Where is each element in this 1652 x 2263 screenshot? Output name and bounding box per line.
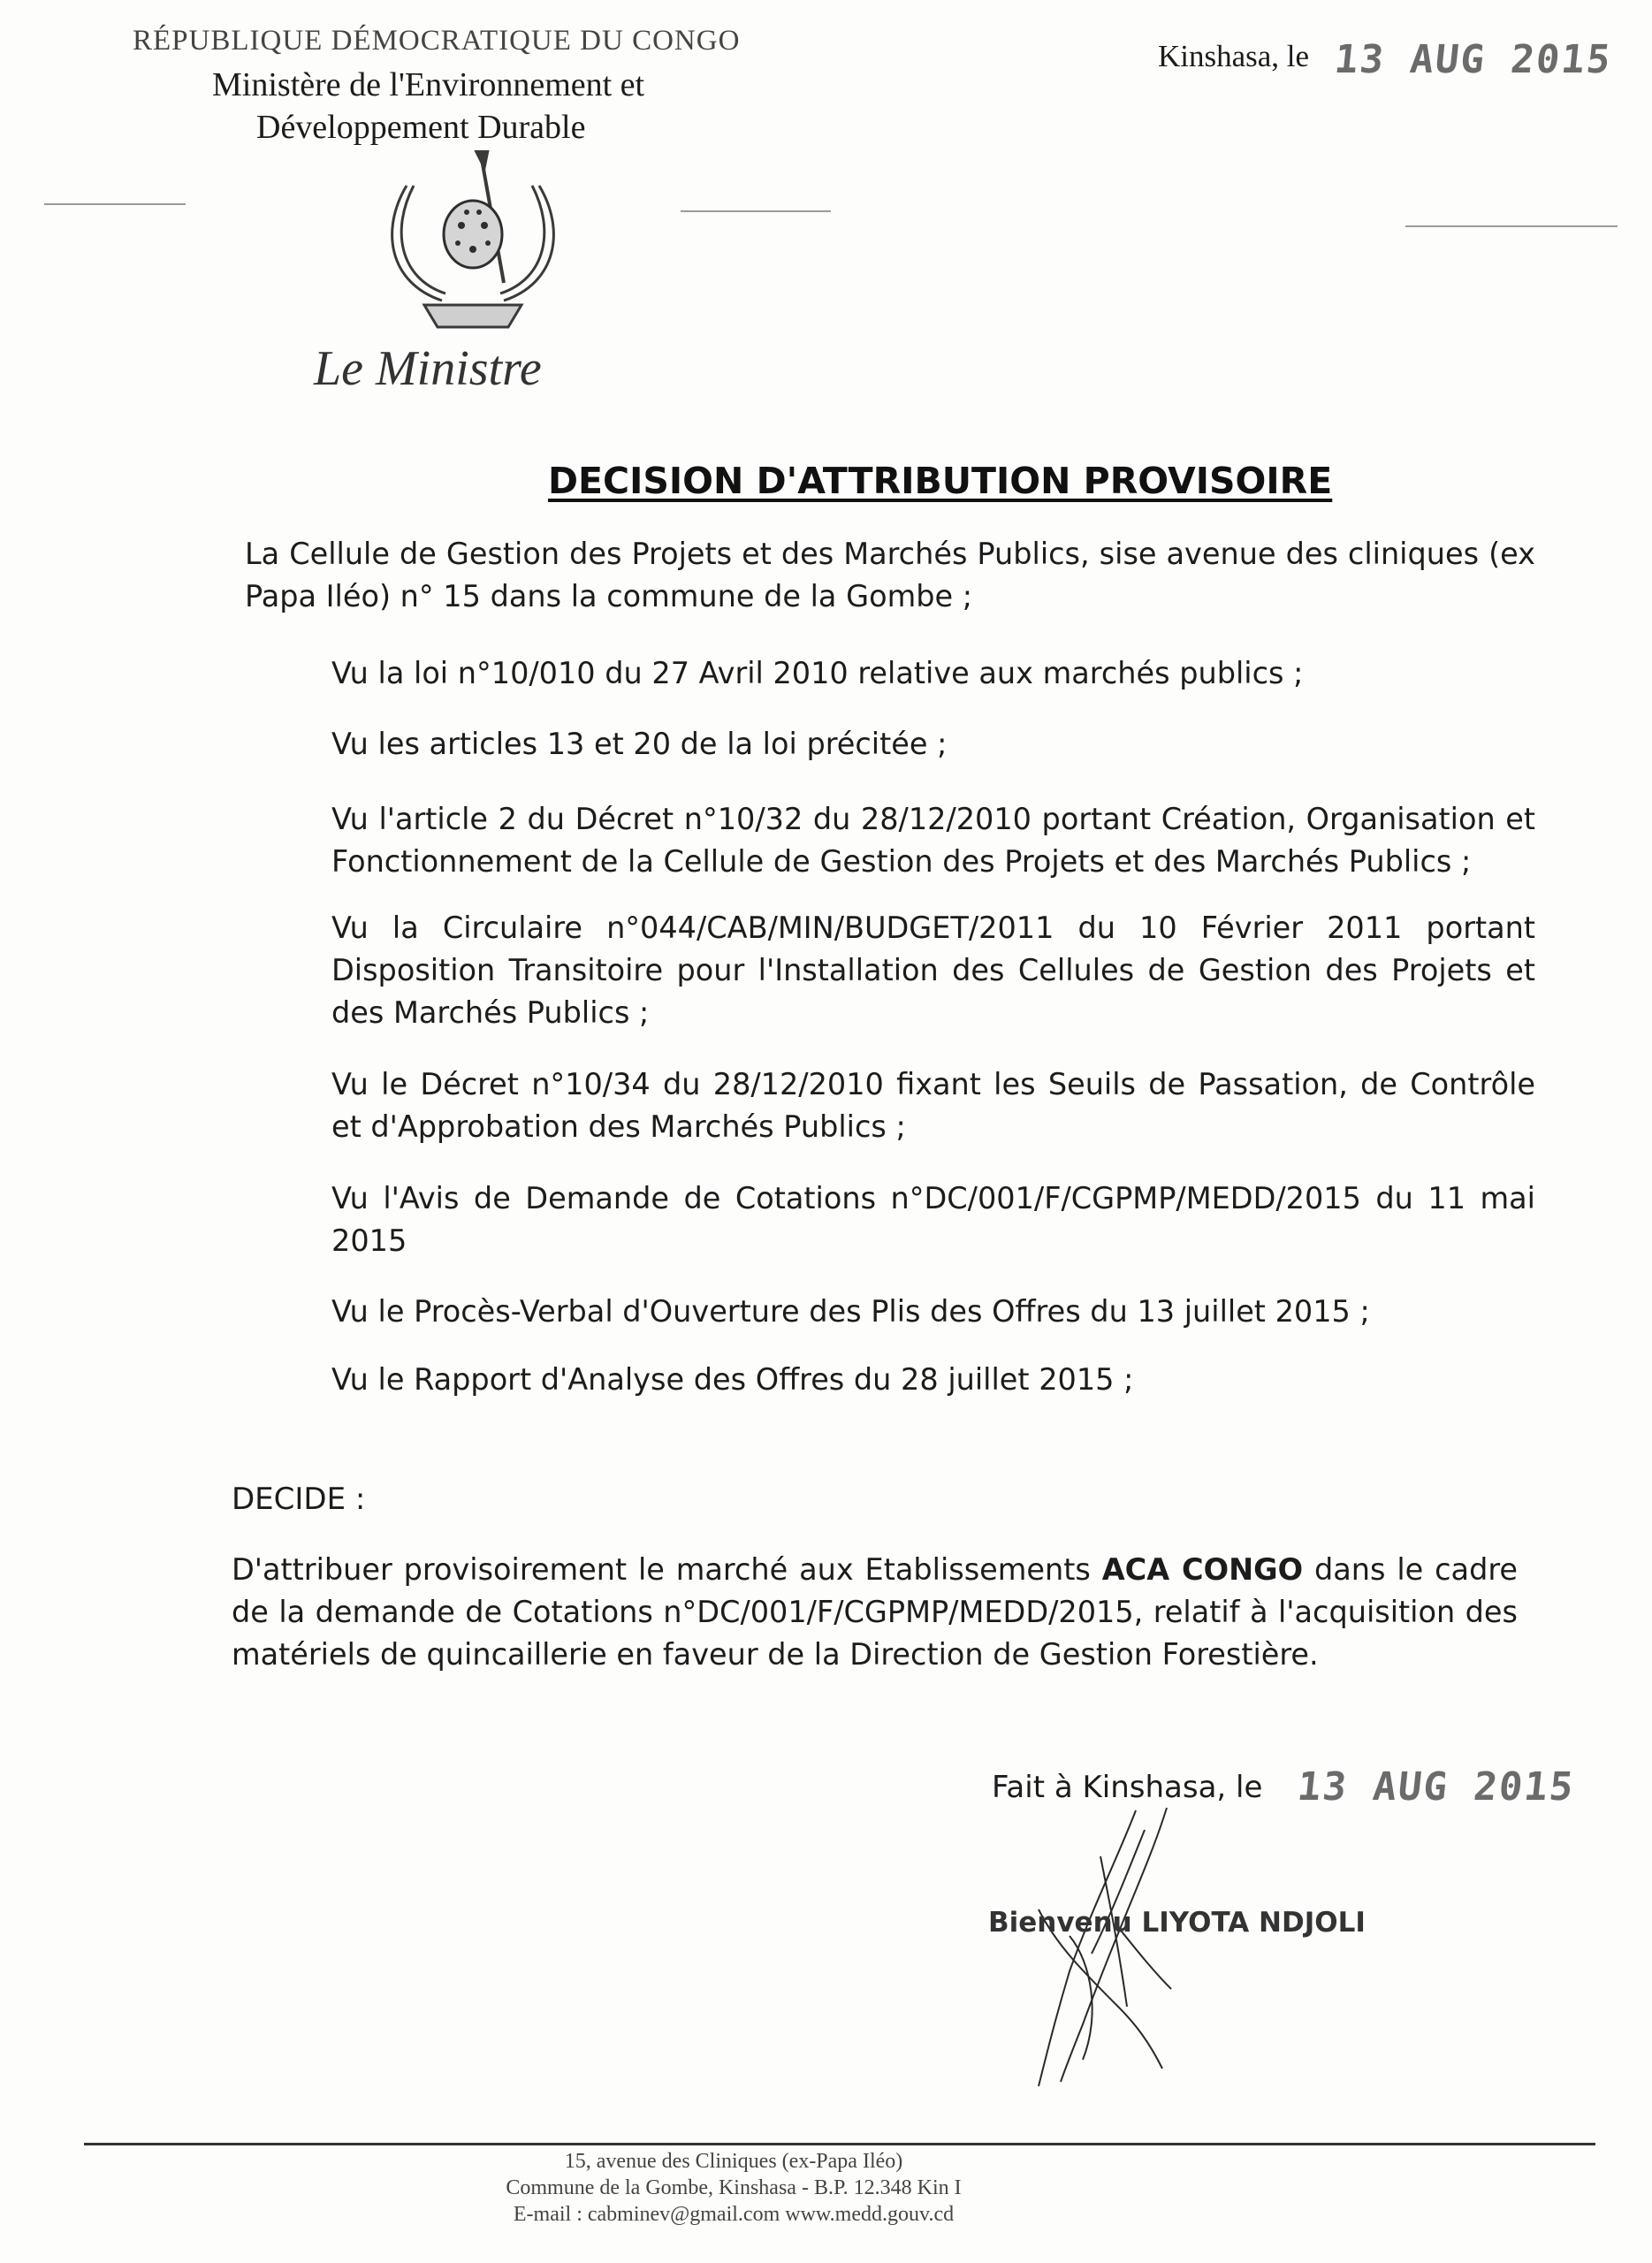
decide-heading: DECIDE : (232, 1482, 366, 1517)
signer-name: Bienvenu LIYOTA NDJOLI (988, 1907, 1366, 1939)
coat-of-arms-icon (371, 150, 575, 336)
ministry-name-line1: Ministère de l'Environnement et (212, 66, 645, 103)
consideration-circulaire: Vu la Circulaire n°044/CAB/MIN/BUDGET/2011 du 10 Février 2011 portant Disposition Transitoire pour l'Installation des Cellules de Gestion des Projets et des Marchés Publics ; (331, 911, 1535, 1030)
footer-rule (84, 2143, 1595, 2145)
intro-paragraph: La Cellule de Gestion des Projets et des Marchés Publics, sise avenue des cliniques (ex Papa Iléo) n° 15 dans la commune de la Gombe ; (245, 537, 1535, 613)
header-rule-middle (681, 210, 831, 212)
header-rule-left (44, 203, 186, 205)
place-date-label: Fait à Kinshasa, le (992, 1770, 1263, 1805)
consideration-rapport: Vu le Rapport d'Analyse des Offres du 28 juillet 2015 ; (331, 1362, 1134, 1397)
country-name: RÉPUBLIQUE DÉMOCRATIQUE DU CONGO (133, 25, 741, 57)
footer-address: 15, avenue des Cliniques (ex-Papa Iléo) (564, 2150, 903, 2173)
decision-paragraph (232, 1549, 1518, 1676)
signature-date-stamp: 13 AUG 2015 (1295, 1764, 1578, 1810)
consideration-decree-10-34: Vu le Décret n°10/34 du 28/12/2010 fixant les Seuils de Passation, de Contrôle et d'Approbation des Marchés Publics ; (331, 1067, 1535, 1144)
consideration-proces-verbal: Vu le Procès-Verbal d'Ouverture des Plis des Offres du 13 juillet 2015 ; (331, 1294, 1370, 1329)
consideration-decree-10-32: Vu l'article 2 du Décret n°10/32 du 28/12/2010 portant Création, Organisation et Fonctionnement de la Cellule de Gestion des Projets et des Marchés Publics ; (331, 802, 1535, 879)
consideration-avis: Vu l'Avis de Demande de Cotations n°DC/001/F/CGPMP/MEDD/2015 du 11 mai 2015 (331, 1181, 1535, 1258)
minister-title: Le Ministre (314, 341, 542, 396)
header-rule-right (1405, 225, 1618, 227)
header-date-stamp: 13 AUG 2015 (1332, 37, 1615, 82)
city-date-label: Kinshasa, le (1158, 39, 1310, 73)
awarded-company: ACA CONGO (1101, 1552, 1304, 1587)
consideration-law: Vu la loi n°10/010 du 27 Avril 2010 relative aux marchés publics ; (331, 656, 1304, 690)
footer-commune: Commune de la Gombe, Kinshasa - B.P. 12.348 Kin I (506, 2176, 962, 2199)
footer-contact: E-mail : cabminev@gmail.com www.medd.gouv.cd (513, 2203, 955, 2226)
handwritten-signature (986, 1803, 1233, 2095)
ministry-name-line2: Développement Durable (256, 109, 586, 146)
document-title: DECISION D'ATTRIBUTION PROVISOIRE (548, 460, 1333, 502)
decision-text-after: dans le cadre de la demande de Cotations n°DC/001/F/CGPMP/MEDD/2015, relatif à l'acquisition des matériels de quincaillerie en faveur de la Direction de Gestion Forestière. (232, 1552, 1518, 1672)
consideration-articles: Vu les articles 13 et 20 de la loi précitée ; (331, 727, 948, 761)
decision-text-before: D'attribuer provisoirement le marché aux Etablissements (232, 1552, 1102, 1587)
